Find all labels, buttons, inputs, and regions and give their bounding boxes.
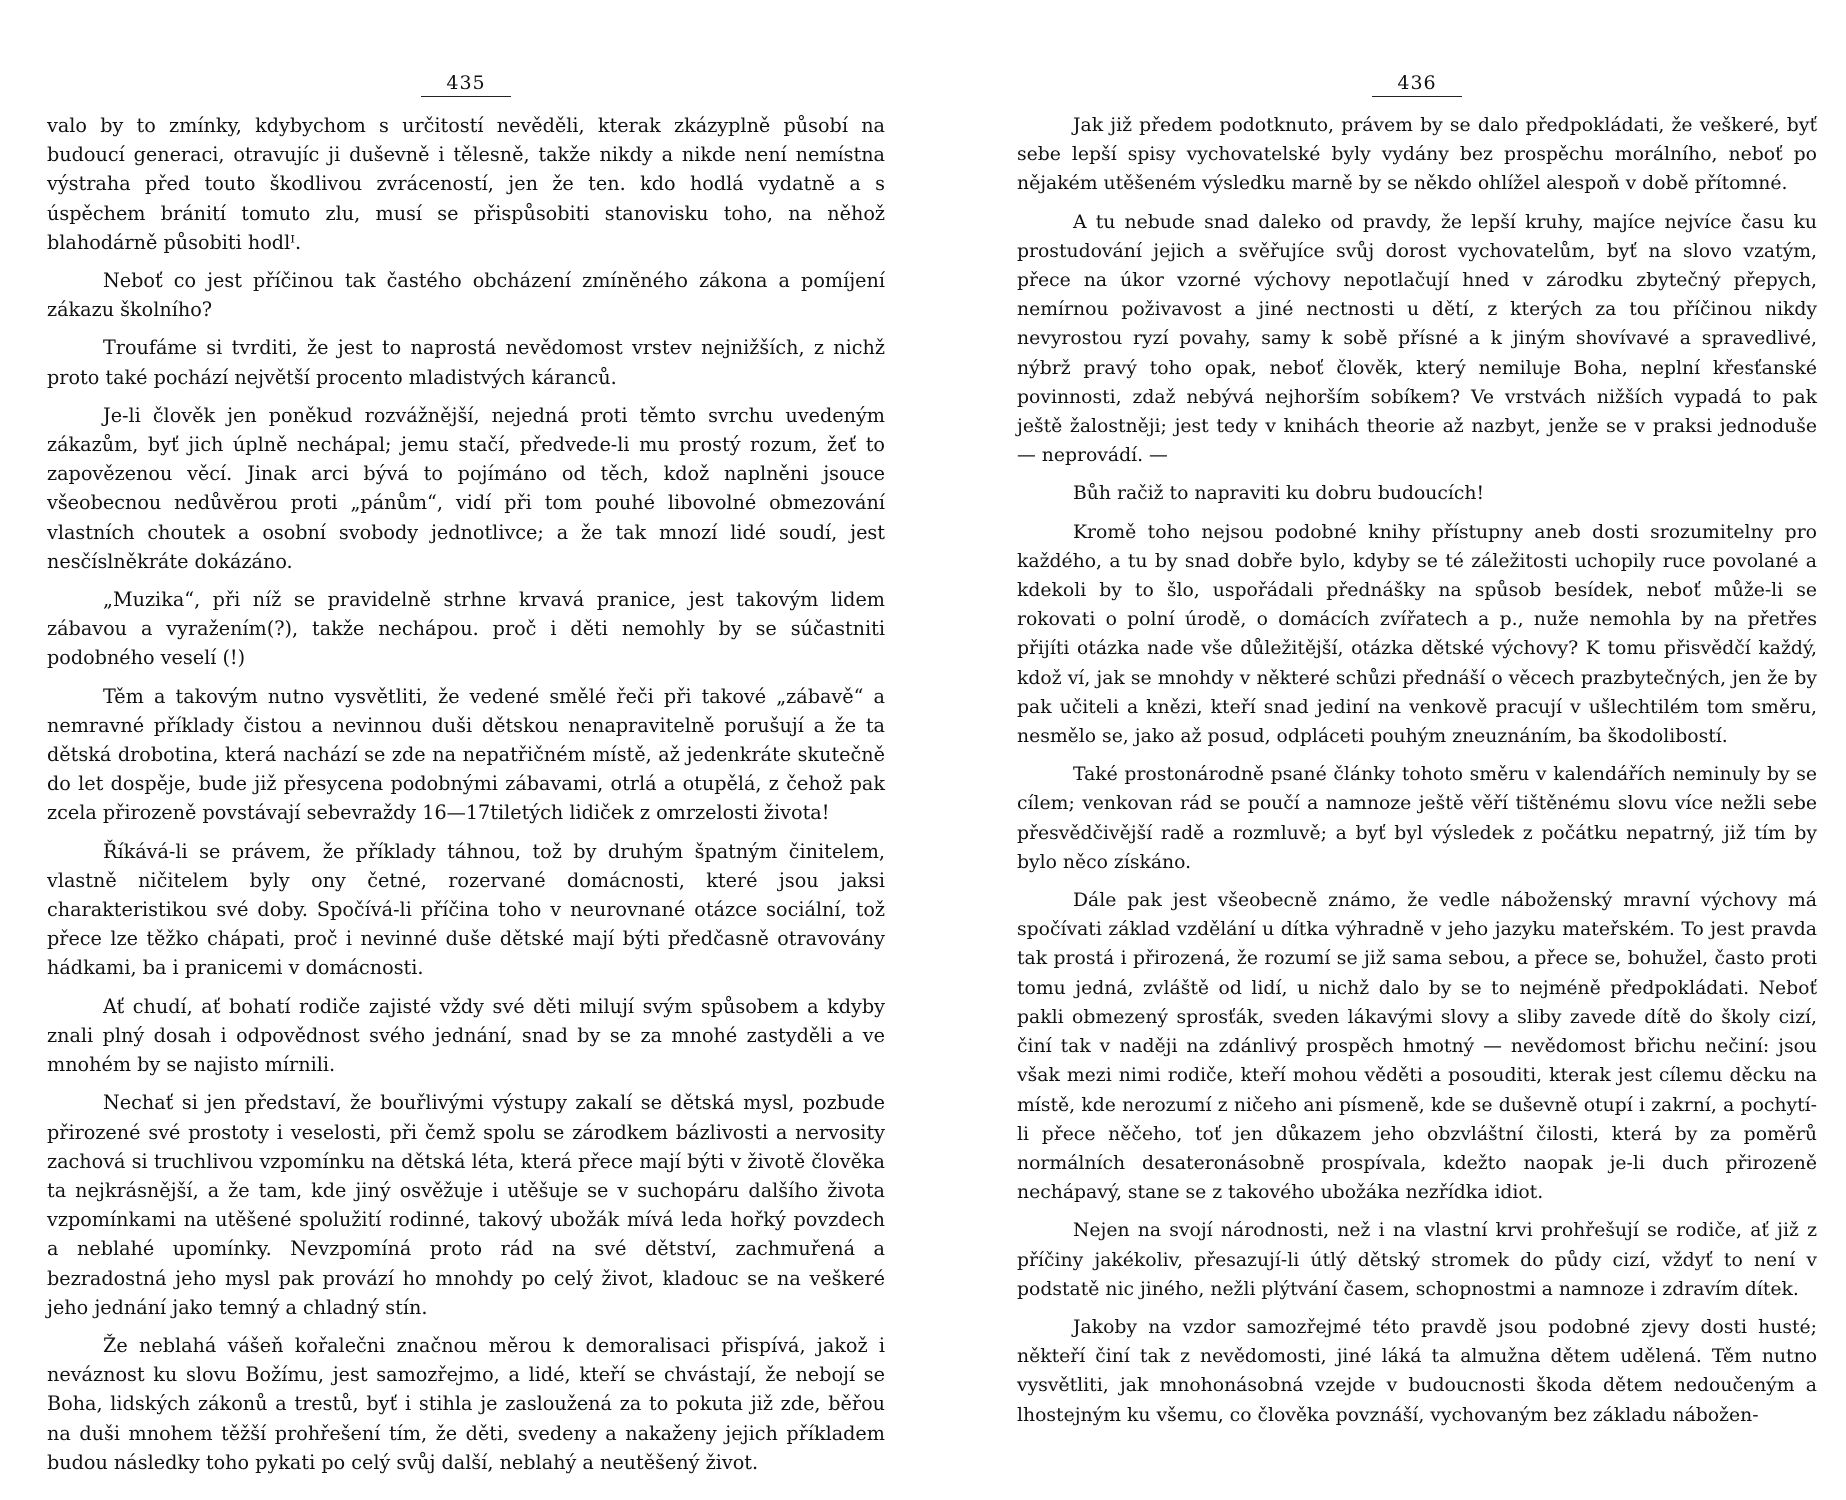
paragraph: Také prostonárodně psané články tohoto směru v kalendářích neminuly by se cílem; venkovan rád se poučí a namnoze ještě věří tištěnému slovu více nežli sebe přesvědčivější radě a rozmluvě; a byť byl výsledek z počátku nepatrný, již tím by bylo něco získáno. [1017,764,1817,873]
left-page [47,72,885,1486]
paragraph: Nejen na svojí národnosti, než i na vlastní krvi prohřešují se rodiče, ať již z příčiny jakékoliv, přesazují-li útlý dětský stromek do půdy cizí, vždyť to není v podstatě nic jiného, nežli plýtvání časem, schopnostmi a namnoze i zdravím dítek. [1017,1220,1817,1300]
paragraph: Jak již předem podotknuto, právem by se dalo předpokládati, že veškeré, byť sebe lepší spisy vychovatelské byly vydány bez prospěchu morálního, neboť po nějakém utěšeném výsledku marně by se někdo ohlížel alespoň v době přítomné. [1017,115,1817,195]
page-number: 436 [1397,72,1437,94]
paragraph: Ať chudí, ať bohatí rodiče zajisté vždy své děti milují svým spůsobem a kdyby znali plný dosah i odpovědnost svého jednání, snad by se za mnohé zastyděli a ve mnohém by se najisto mírnili. [47,994,885,1077]
paragraph: Jakoby na vzdor samozřejmé této pravdě jsou podobné zjevy dosti husté; někteří činí tak z nevědomosti, jiné láká ta almužna dětem udělená. Těm nutno vysvětliti, jak mnohonásobná vzejde v budoucnosti škoda dětem nedoučeným a lhostejným ku všemu, co člověka povznáší, vychovaným bez základu nábožen- [1017,1316,1817,1426]
paragraph: Kromě toho nejsou podobné knihy přístupny aneb dosti srozumitelny pro každého, a tu by snad dobře bylo, kdyby se té záležitosti uchopily ruce povolané a kdekoli by to šlo, uspořádali přednášky na spůsob besídek, neboť může-li se rokovati o polní úrodě, o domácích zvířatech a p., nuže nemohla by na přetřes přijíti otázka nade vše důležitější, otázka dětské výchovy? K tomu přisvědčí každý, kdož ví, jak se mnohdy v některé schůzi přednáší o věcech prazbytečných, jen že by pak učiteli a knězi, kteří snad jediní na venkově pracují v ušlechtilém tom směru, nesmělo se, jako až posud, odpláceti pouhým zneuznáním, ba škodolibostí. [1017,521,1817,748]
page-number-rule [421,96,511,97]
paragraph: Že neblahá vášeň kořalečni značnou měrou k demoralisaci přispívá, jakož i neváznost ku slovu Božímu, jest samozřejmo, a lidé, kteří se chvástají, že nebojí se Boha, lidských zákonů a trestů, byť i stihla je zasloužená za to pokuta již zde, běřou na duši mnohem těžší prohřešení tím, že děti, svedeny a nakaženy jejich příkladem budou následky toho pykati po celý svůj další, neblahý a neutěšený život. [47,1333,885,1474]
page-number: 435 [446,72,486,94]
paragraph: Těm a takovým nutno vysvětliti, že vedené smělé řeči při takové „zábavě“ a nemravné příklady čistou a nevinnou duši dětskou nenapravitelně porušují a že ta dětská drobotina, která nachází se zde na nepatřičném místě, až jedenkráte skutečně do let dospěje, bude již přesycena podobnými zábavami, otrlá a otupělá, z čehož pak zcela přirozeně povstávají sebevraždy 16—17tiletých lidiček z omrzelosti života! [47,684,885,825]
paragraph: Nechať si jen představí, že bouřlivými výstupy zakalí se dětská mysl, pozbude přirozené své prostoty i veselosti, při čemž spolu se zárodkem bázlivosti a nervosity zachová si truchlivou vzpomínku na dětská léta, která přece mají býti v životě člověka ta nejkrásnější, a že tam, kde jiný osvěžuje i utěšuje se v suchopáru dalšího života vzpomínkami na utěšené spolužití rodinné, takový ubožák mívá leda hořký povzdech a neblahé upomínky. Nevzpomíná proto rád na své dětství, zachmuřená a bezradostná jeho mysl pak provází ho mnohdy po celý život, kladouc se na veškeré jeho jednání jako temný a chladný stín. [47,1091,885,1319]
paragraph: Říkává-li se právem, že příklady táhnou, tož by druhým špatným činitelem, vlastně ničitelem byly ony četné, rozervané domácnosti, které jsou jaksi charakteristikou své doby. Spočívá-li příčina toho v neurovnané otázce sociální, tož přece lze těžko chápati, proč i nevinné duše dětské mají býti předčasně otravovány hádkami, ba i pranicemi v domácnosti. [47,839,885,980]
paragraph: Neboť co jest příčinou tak častého obcházení zmíněného zákona a pomíjení zákazu školního? [47,269,885,322]
paragraph: valo by to zmínky, kdybychom s určitostí nevěděli, kterak zkázyplně působí na budoucí generaci, otravujíc ji duševně i tělesně, takže nikdy a nikde není nemístna výstraha před touto škodlivou zvráceností, jen že ten. kdo hodlá vydatně a s úspěchem bránití tomuto zlu, musí se přispůsobiti stanovisku toho, na něhož blahodárně působiti hodlᴵ. [47,114,885,254]
paragraph: Bůh račiž to napraviti ku dobru budoucích! [1073,483,1485,505]
paragraph: Dále pak jest všeobecně známo, že vedle náboženský mravní výchovy má spočívati základ vzdělání u dítka výhradně v jeho jazyku mateřském. To jest pravda tak prostá i přirozená, že rozumí se již sama sebou, a přece se, bohužel, často proti tomu jedná, zvláště od lidí, u nichž dalo by se to nejméně předpokládati. Neboť pakli obmezený sprosťák, sveden lákavými slovy a sliby zavede dítě do školy cizí, činí tak v naději na zdánlivý prospěch hmotný — nevědomost břichu nečiní: jsou však mezi nimi rodiče, kteří mohou věděti a posouditi, kterak jest cílemu děcku na místě, kde nerozumí z ničeho ani písmeně, kde se duševně otupí i zakrní, a pochytí-li přece něčeho, toť jen důkazem jeho obzvláštní čilosti, která by za poměrů normálních desateronásobně prospívala, kdežto naopak je-li duch přirozeně nechápavý, stane se z takového ubožáka nezřídka idiot. [1017,890,1817,1204]
paragraph: Je-li člověk jen poněkud rozvážnější, nejedná proti těmto svrchu uvedeným zákazům, byť jich úplně nechápal; jemu stačí, předvede-li mu prostý rozum, žeť to zapovězenou věcí. Jinak arci bývá to pojímáno od těch, kdož naplněni jsouce všeobecnou nedůvěrou proti „pánům“, vidí při tom pouhé libovolné obmezování vlastních choutek a osobní svobody jednotlivce; a že tak mnozí lidé soudí, jest nesčíslněkráte dokázáno. [47,403,885,573]
right-page [1017,72,1817,1439]
page-number-rule [1372,96,1462,97]
paragraph: „Muzika“, při níž se pravidelně strhne krvavá pranice, jest takovým lidem zábavou a vyražením(?), takže nechápou. proč i děti nemohly by se súčastniti podobného veselí (!) [47,588,885,670]
paragraph: A tu nebude snad daleko od pravdy, že lepší kruhy, majíce nejvíce času ku prostudování jejich a svěřujíce svůj dorost vychovatelům, byť na slovo vzatým, přece na úkor vzorné výchovy nepotlačují hned v zárodku zbytečný přepych, nemírnou poživavost a jiné nectnosti u dětí, z kterých za tou příčinou nikdy nevyrostou ryzí povahy, samy k sobě přísné a k jiným shovívavé a spravedlivé, nýbrž pravý toho opak, neboť člověk, který nemiluje Boha, neplní křesťanské povinnosti, zdaž nebývá nejhorším sobíkem? Ve vrstvách nižších vypadá to pak ještě žalostněji; jest tedy v knihách theorie až nazbyt, jenže se v praksi jednoduše — neprovádí. — [1017,211,1817,467]
paragraph: Troufáme si tvrditi, že jest to naprostá nevědomost vrstev nejnižších, z nichž proto také pochází největší procento mladistvých káranců. [47,336,885,389]
